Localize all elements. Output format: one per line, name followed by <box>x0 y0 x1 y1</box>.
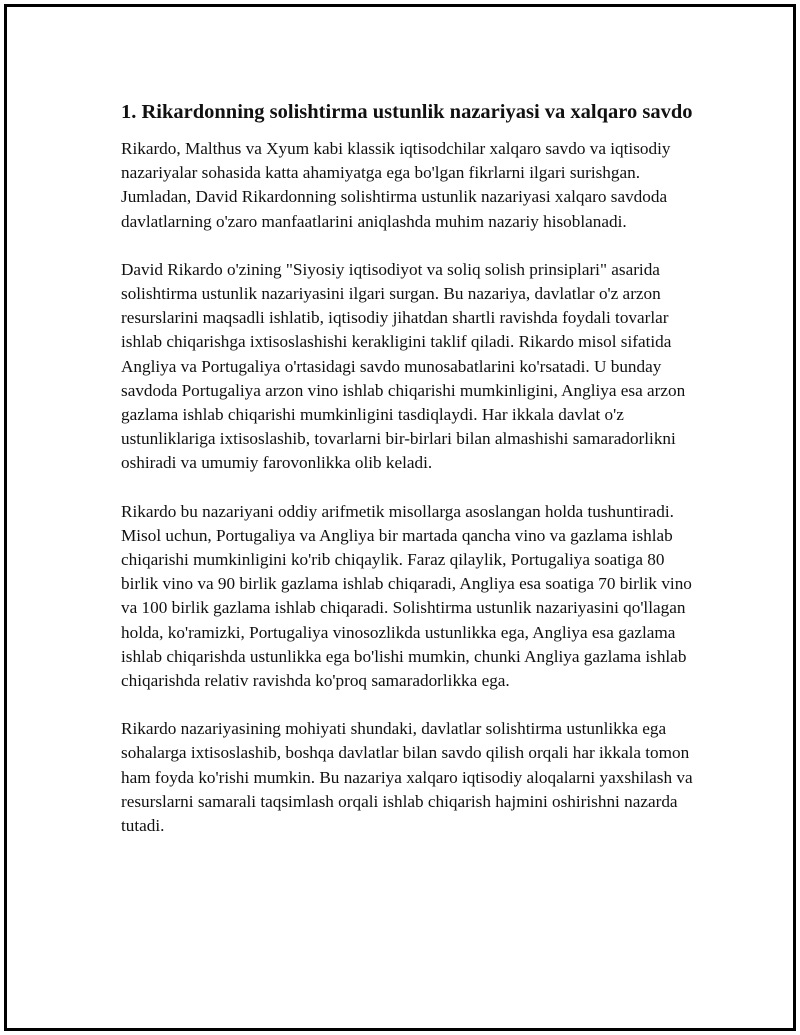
page-frame <box>4 4 796 1031</box>
paragraph-3: Rikardo bu nazariyani oddiy arifmetik misollarga asoslangan holda tushuntiradi. Misol uchun, Portugaliya va Angliya bir martada qancha vino va gazlama ishlab chiqarishi mumkinligini ko'rib chiqaylik. Faraz qilaylik, Portugaliya soatiga 80 birlik vino va 90 birlik gazlama ishlab chiqaradi, Angliya esa soatiga 70 birlik vino va 100 birlik gazlama ishlab chiqaradi. Solishtirma ustunlik nazariyasini qo'llagan holda, ko'ramizki, Portugaliya vinosozlikda ustunlikka ega, Angliya esa gazlama ishlab chiqarishda ustunlikka ega bo'lishi mumkin, chunki Angliya gazlama ishlab chiqarishda relativ ravishda ko'proq samaradorlikka ega. <box>121 501 692 691</box>
section-title: 1. Rikardonning solishtirma ustunlik nazariyasi va xalqaro savdo <box>121 101 693 123</box>
document-body <box>121 99 693 862</box>
paragraph-1: Rikardo, Malthus va Xyum kabi klassik iqtisodchilar xalqaro savdo va iqtisodiy nazariyalar sohasida katta ahamiyatga ega bo'lgan fikrlarni ilgari surishgan. Jumladan, David Rikardonning solishtirma ustunlik nazariyasi xalqaro savdoda davlatlarning o'zaro manfaatlarini aniqlashda muhim nazariy hisoblanadi. <box>121 139 671 231</box>
paragraph-2: David Rikardo o'zining "Siyosiy iqtisodiyot va soliq solish prinsiplari" asarida solishtirma ustunlik nazariyasini ilgari surgan. Bu nazariya, davlatlar o'z arzon resurslarini maqsadli ishlatib, iqtisodiy jihatdan shartli ravishda foydali tovarlar ishlab chiqarishga ixtisoslashishi kerakligini taklif qiladi. Rikardo misol sifatida Angliya va Portugaliya o'rtasidagi savdo munosabatlarini ko'rsatadi. U bunday savdoda Portugaliya arzon vino ishlab chiqarishi mumkinligini, Angliya esa arzon gazlama ishlab chiqarishi mumkinligini tasdiqlaydi. Har ikkala davlat o'z ustunliklariga ixtisoslashib, tovarlarni bir-birlari bilan almashishi samaradorlikni oshiradi va umumiy farovonlikka olib keladi. <box>121 259 686 473</box>
paragraph-4: Rikardo nazariyasining mohiyati shundaki, davlatlar solishtirma ustunlikka ega sohalarga ixtisoslashib, boshqa davlatlar bilan savdo qilish orqali har ikkala tomon ham foyda ko'rishi mumkin. Bu nazariya xalqaro iqtisodiy aloqalarni yaxshilash va resurslarni samarali taqsimlash orqali ishlab chiqarish hajmini oshirishni nazarda tutadi. <box>121 719 693 836</box>
